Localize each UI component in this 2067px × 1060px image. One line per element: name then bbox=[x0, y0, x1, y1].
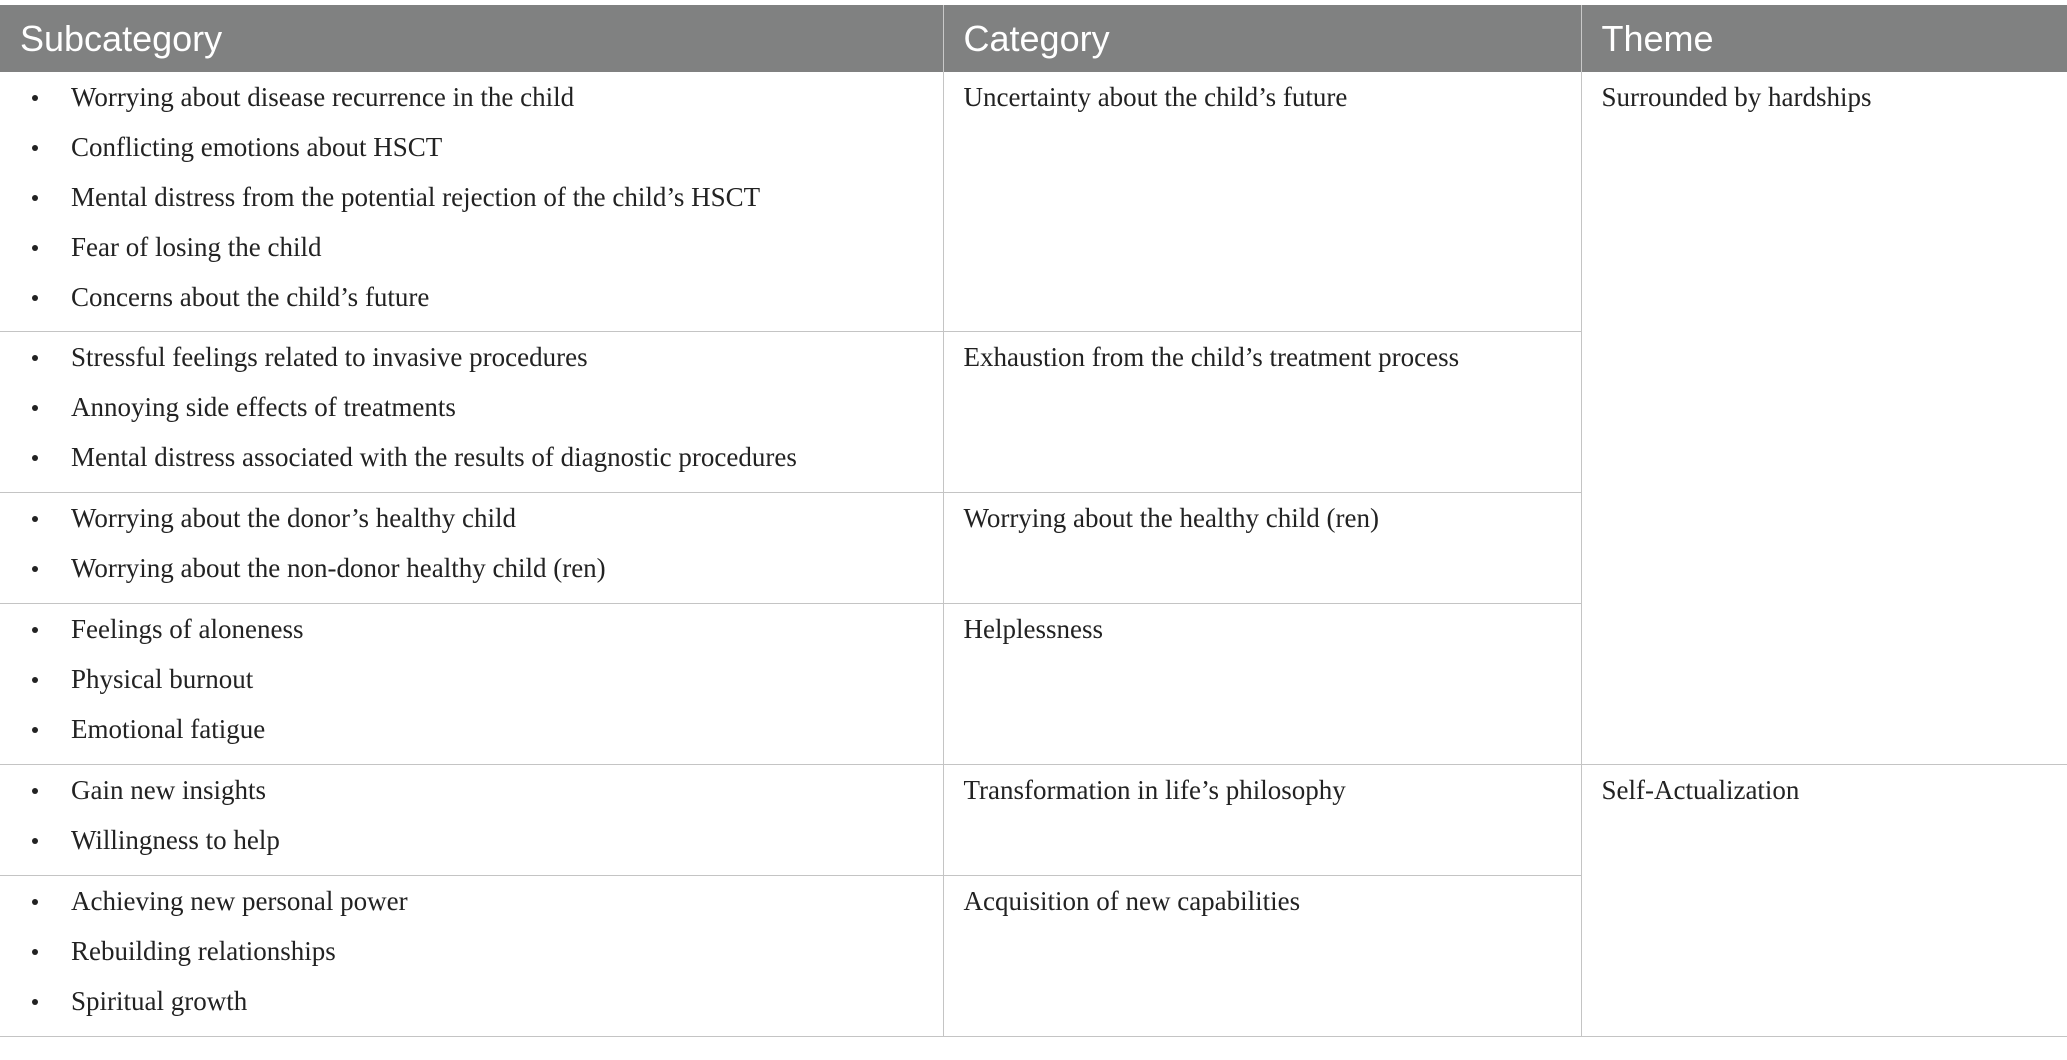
subcategory-cell bbox=[0, 604, 943, 765]
header-theme: Theme bbox=[1581, 5, 2067, 72]
list-item: Fear of losing the child bbox=[20, 222, 943, 272]
subcategory-list bbox=[20, 493, 943, 593]
list-item: Physical burnout bbox=[20, 654, 943, 704]
header-row bbox=[0, 5, 2067, 72]
subcategory-list bbox=[20, 332, 943, 482]
subcategory-list bbox=[20, 604, 943, 754]
list-item: Mental distress associated with the results of diagnostic procedures bbox=[20, 432, 943, 482]
category-cell bbox=[943, 72, 1581, 332]
category-label: Helplessness bbox=[963, 614, 1103, 644]
list-item: Worrying about disease recurrence in the child bbox=[20, 72, 943, 122]
subcategory-cell bbox=[0, 876, 943, 1037]
list-item: Emotional fatigue bbox=[20, 704, 943, 754]
themes-table-container bbox=[0, 5, 2067, 1037]
list-item: Annoying side effects of treatments bbox=[20, 382, 943, 432]
category-label: Transformation in life’s philosophy bbox=[963, 775, 1346, 805]
list-item: Worrying about the donor’s healthy child bbox=[20, 493, 943, 543]
header-category: Category bbox=[943, 5, 1581, 72]
list-item: Worrying about the non-donor healthy child (ren) bbox=[20, 543, 943, 593]
list-item: Achieving new personal power bbox=[20, 876, 943, 926]
theme-label: Self-Actualization bbox=[1601, 775, 1800, 805]
table-row bbox=[0, 72, 2067, 332]
subcategory-cell bbox=[0, 332, 943, 493]
category-label: Worrying about the healthy child (ren) bbox=[963, 503, 1379, 533]
category-cell bbox=[943, 332, 1581, 493]
category-cell bbox=[943, 765, 1581, 876]
theme-label: Surrounded by hardships bbox=[1601, 82, 1872, 112]
list-item: Gain new insights bbox=[20, 765, 943, 815]
header-subcategory: Subcategory bbox=[0, 5, 943, 72]
list-item: Mental distress from the potential rejection of the child’s HSCT bbox=[20, 172, 943, 222]
category-cell bbox=[943, 493, 1581, 604]
list-item: Willingness to help bbox=[20, 815, 943, 865]
category-cell bbox=[943, 876, 1581, 1037]
list-item: Stressful feelings related to invasive procedures bbox=[20, 332, 943, 382]
list-item: Concerns about the child’s future bbox=[20, 272, 943, 322]
subcategory-list bbox=[20, 765, 943, 865]
subcategory-list bbox=[20, 876, 943, 1026]
category-label: Uncertainty about the child’s future bbox=[963, 82, 1348, 112]
list-item: Conflicting emotions about HSCT bbox=[20, 122, 943, 172]
theme-cell bbox=[1581, 765, 2067, 1037]
table-row bbox=[0, 765, 2067, 876]
category-label: Acquisition of new capabilities bbox=[963, 886, 1301, 916]
subcategory-list bbox=[20, 72, 943, 322]
theme-cell bbox=[1581, 72, 2067, 765]
list-item: Spiritual growth bbox=[20, 976, 943, 1026]
themes-table bbox=[0, 5, 2067, 1037]
category-label: Exhaustion from the child’s treatment process bbox=[963, 342, 1460, 372]
category-cell bbox=[943, 604, 1581, 765]
list-item: Feelings of aloneness bbox=[20, 604, 943, 654]
subcategory-cell bbox=[0, 765, 943, 876]
subcategory-cell bbox=[0, 493, 943, 604]
subcategory-cell bbox=[0, 72, 943, 332]
list-item: Rebuilding relationships bbox=[20, 926, 943, 976]
